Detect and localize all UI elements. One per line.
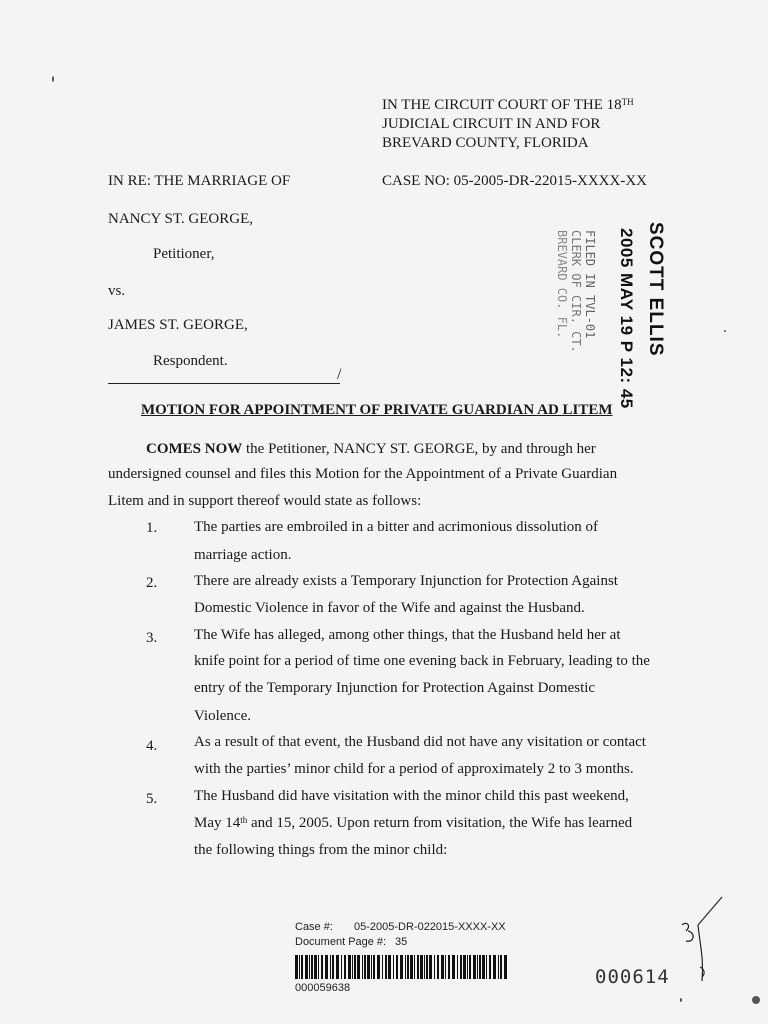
caption-underline [108, 383, 340, 384]
item-4-line-2: with the parties’ minor child for a period of approximately 2 to 3 months. [194, 761, 634, 777]
barcode-bar [434, 955, 435, 979]
barcode-bar [388, 955, 391, 979]
scan-speck [752, 996, 760, 1004]
barcode-bar [457, 955, 458, 979]
item-3-line-2: knife point for a period of time one evening back in February, leading to the [194, 653, 650, 669]
barcode-bar [445, 955, 446, 979]
court-line-3: BREVARD COUNTY, FLORIDA [382, 135, 589, 151]
handwritten-initials [672, 895, 732, 985]
barcode-bar [344, 955, 346, 979]
barcode-bar [377, 955, 380, 979]
barcode-bar [348, 955, 351, 979]
barcode-bar [371, 955, 372, 979]
footer-case-value: 05-2005-DR-022015-XXXX-XX [354, 921, 506, 933]
barcode-bar [362, 955, 363, 979]
motion-title: MOTION FOR APPOINTMENT OF PRIVATE GUARDIAN AD LITEM [141, 402, 613, 418]
barcode-bar [467, 955, 468, 979]
item-4-line-1: As a result of that event, the Husband did not have any visitation or contact [194, 734, 646, 750]
barcode-bar [295, 955, 298, 979]
intro-line-2: undersigned counsel and files this Motion for the Appointment of a Private Guardian [108, 466, 618, 482]
item-4-number: 4. [146, 738, 158, 754]
item-5-line-1: The Husband did have visitation with the minor child this past weekend, [194, 788, 629, 804]
petitioner-role: Petitioner, [153, 246, 215, 262]
barcode-bar [396, 955, 398, 979]
barcode-bar [504, 955, 507, 979]
item-1-line-1: The parties are embroiled in a bitter and acrimonious dissolution of [194, 519, 599, 535]
barcode-bar [311, 955, 313, 979]
barcode-bar [354, 955, 356, 979]
item-1-line-2: marriage action. [194, 547, 292, 563]
barcode-bar [299, 955, 300, 979]
barcode-bar [424, 955, 425, 979]
barcode-bar [305, 955, 308, 979]
case-number: CASE NO: 05-2005-DR-22015-XXXX-XX [382, 173, 647, 189]
barcode-bar [367, 955, 370, 979]
barcode-bar [321, 955, 323, 979]
barcode-bar [473, 955, 476, 979]
barcode-bar [452, 955, 455, 979]
court-header [382, 96, 634, 153]
barcode-bar [410, 955, 413, 979]
item-5-date-post: and 15, 2005. Upon return from visitation, the Wife has learned [247, 815, 633, 831]
stamp-clerk-name: SCOTT ELLIS [645, 222, 666, 357]
item-2-line-1: There are already exists a Temporary Injunction for Protection Against [194, 573, 618, 589]
barcode-bar [441, 955, 444, 979]
barcode-bar [330, 955, 331, 979]
barcode-bar [301, 955, 303, 979]
item-5-line-3: the following things from the minor child: [194, 842, 448, 858]
scan-speck [52, 76, 54, 82]
barcode-bar [429, 955, 432, 979]
stamp-filed-line-1: FILED IN TVL-01 [583, 230, 597, 339]
barcode-bar [373, 955, 375, 979]
stamp-filed-line-2: CLERK OF CIR. CT. [569, 230, 583, 353]
footer-case-label: Case #: [295, 921, 333, 933]
barcode-bar [469, 955, 471, 979]
respondent-role: Respondent. [153, 353, 228, 369]
footer-page-value: 35 [395, 936, 408, 948]
scan-speck [724, 330, 726, 332]
item-3-number: 3. [146, 630, 158, 646]
item-5-date-pre: May 14 [194, 815, 241, 831]
item-2-number: 2. [146, 575, 158, 591]
barcode-bar [463, 955, 466, 979]
barcode-bar [417, 955, 419, 979]
versus-label: vs. [108, 283, 126, 299]
intro-line-3: Litem and in support thereof would state as follows: [108, 493, 422, 509]
filing-stamp [552, 222, 670, 409]
barcode-bar [489, 955, 491, 979]
barcode-bar [498, 955, 499, 979]
barcode-bar [500, 955, 502, 979]
item-3-line-3: entry of the Temporary Injunction for Protection Against Domestic [194, 680, 596, 696]
barcode-bar [420, 955, 423, 979]
scan-speck [680, 998, 682, 1002]
barcode-bar [486, 955, 487, 979]
intro-line-1 [146, 440, 596, 458]
stamp-datetime: 2005 MAY 19 P 12: 45 [617, 228, 636, 409]
item-5-number: 5. [146, 791, 158, 807]
stamp-filed-line-3: BREVARD CO. FL. [555, 230, 569, 339]
barcode-bar [393, 955, 394, 979]
item-5-line-2 [194, 814, 632, 832]
footer-page-label: Document Page #: [295, 936, 387, 948]
barcode-bar [341, 955, 342, 979]
intro-bold: COMES NOW [146, 441, 243, 457]
court-line-1: IN THE CIRCUIT COURT OF THE 18 [382, 97, 622, 113]
barcode-bar [482, 955, 485, 979]
barcode-bar [318, 955, 319, 979]
barcode-bar [364, 955, 366, 979]
petitioner-name: NANCY ST. GEORGE, [108, 211, 253, 227]
barcode-bar [493, 955, 496, 979]
barcode-bar [382, 955, 383, 979]
barcode-bar [332, 955, 334, 979]
item-1-number: 1. [146, 520, 158, 536]
court-line-1-sup: TH [621, 97, 634, 107]
item-2-line-2: Domestic Violence in favor of the Wife and against the Husband. [194, 600, 585, 616]
barcode [295, 955, 509, 979]
barcode-bar [426, 955, 428, 979]
item-3-line-1: The Wife has alleged, among other things, that the Husband held her at [194, 627, 621, 643]
barcode-bar [405, 955, 406, 979]
item-5-date-sup: th [240, 815, 248, 825]
stamp-page-number: 000614 [595, 966, 670, 988]
caption-slash: / [337, 366, 342, 383]
court-line-2: JUDICIAL CIRCUIT IN AND FOR [382, 116, 601, 132]
barcode-bar [314, 955, 317, 979]
barcode-bar [309, 955, 310, 979]
barcode-bar [477, 955, 478, 979]
in-re-label: IN RE: THE MARRIAGE OF [108, 173, 291, 189]
barcode-bar [437, 955, 439, 979]
barcode-bar [336, 955, 339, 979]
barcode-bar [448, 955, 450, 979]
barcode-bar [414, 955, 415, 979]
barcode-bar [400, 955, 403, 979]
barcode-bar [352, 955, 353, 979]
barcode-bar [325, 955, 328, 979]
barcode-bar [385, 955, 387, 979]
barcode-bar [460, 955, 462, 979]
barcode-bar [479, 955, 481, 979]
barcode-bar [357, 955, 360, 979]
respondent-name: JAMES ST. GEORGE, [108, 317, 248, 333]
item-3-line-4: Violence. [194, 708, 251, 724]
barcode-bar [407, 955, 409, 979]
barcode-number: 000059638 [295, 982, 351, 994]
intro-line-1-rest: the Petitioner, NANCY ST. GEORGE, by and through her [242, 441, 596, 457]
